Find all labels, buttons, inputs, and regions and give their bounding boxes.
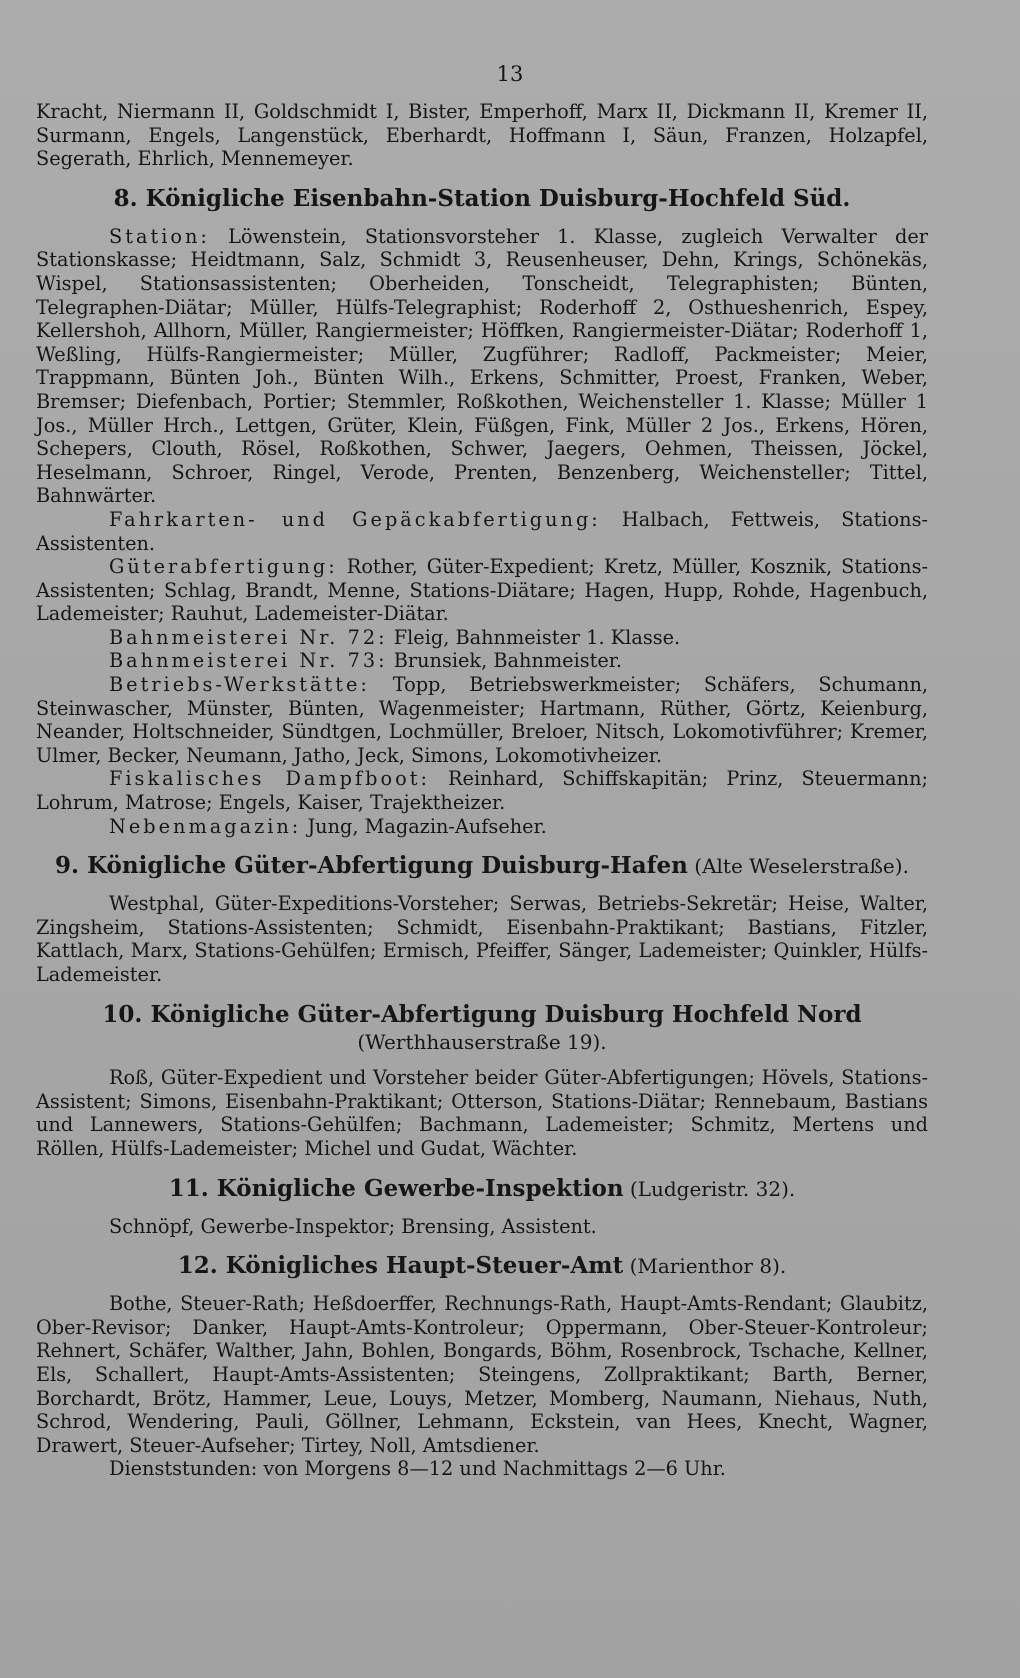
section-8-dampfboot-paragraph <box>36 767 928 814</box>
paragraph-text: Halbach, Fettweis, Stations-Assistenten. <box>36 507 928 555</box>
section-12-heading <box>36 1252 928 1280</box>
section-11-address: (Ludgeristr. 32). <box>623 1176 796 1201</box>
section-11-title: 11. Königliche Gewerbe-Inspektion <box>168 1174 624 1202</box>
section-8-werkstaette-paragraph <box>36 673 928 767</box>
section-8-bahnmeisterei-72 <box>36 626 928 650</box>
section-9-paragraph: Westphal, Güter-Expeditions-Vorsteher; Serwas, Betriebs-Sekretär; Heise, Walter, Zingsheim, Stations-Assistenten; Schmidt, Eisenbahn-Praktikant; Bastians, Fitzler, Kattlach, Marx, Stations-Gehülfen; Ermisch, Pfeiffer, Sänger, Lademeister; Quinkler, Hülfs-Lademeister. <box>36 892 928 986</box>
paragraph-text: Löwenstein, Stationsvorsteher 1. Klasse, zugleich Verwalter der Stationskasse; Heidtmann, Salz, Schmidt 3, Reusenheuser, Dehn, Krings, Schönekäs, Wispel, Stationsassistenten; Oberheiden, Tonscheidt, Telegraphisten; Bünten, Telegraphen-Diätar; Müller, Hülfs-Telegraphist; Roderhoff 2, Osthueshenrich, Espey, Kellershoh, Allhorn, Müller, Rangiermeister; Höffken, Rangiermeister-Diätar; Roderhoff 1, Weßling, Hülfs-Rangiermeister; Müller, Zugführer; Radloff, Packmeister; Meier, Trappmann, Bünten Joh., Bünten Wilh., Erkens, Schmitter, Proest, Franken, Weber, Bremser; Diefenbach, Portier; Stemmler, Roßkothen, Weichensteller 1. Klasse; Müller 1 Jos., Müller Hrch., Lettgen, Grüter, Klein, Füßgen, Fink, Müller 2 Jos., Erkens, Hören, Schepers, Clouth, Rösel, Roßkothen, Schwer, Jaegers, Oehmen, Theissen, Jöckel, Heselmann, Schroer, Ringel, Verode, Prenten, Benzenberg, Weichensteller; Tittel, Bahnwärter. <box>36 224 928 508</box>
section-8-nebenmagazin-paragraph <box>36 815 928 839</box>
paragraph-text: Brunsiek, Bahnmeister. <box>387 649 623 673</box>
paragraph-label: Station: <box>109 224 210 248</box>
section-8-gueter-paragraph <box>36 555 928 626</box>
paragraph-text: Rother, Güter-Expedient; Kretz, Müller, Kosznik, Stations-Assistenten; Schlag, Brandt, Menne, Stations-Diätare; Hagen, Hupp, Rohde, Hagenbuch, Lademeister; Rauhut, Lademeister-Diätar. <box>36 555 928 626</box>
paragraph-label: Fiskalisches Dampfboot: <box>109 767 430 791</box>
paragraph-text: Topp, Betriebswerkmeister; Schäfers, Schumann, Steinwascher, Münster, Bünten, Wagenmeister; Hartmann, Rüther, Görtz, Keienburg, Neander, Holtschneider, Sündtgen, Lochmüller, Breloer, Nitsch, Lokomotivführer; Kremer, Ulmer, Becker, Neumann, Jatho, Jeck, Simons, Lokomotivheizer. <box>36 673 928 767</box>
section-10-heading: 10. Königliche Güter-Abfertigung Duisburg Hochfeld Nord <box>102 1000 862 1028</box>
paragraph-label: Bahnmeisterei Nr. 72: <box>109 625 388 649</box>
section-10-address: (Werthhauserstraße 19). <box>357 1029 607 1054</box>
section-9-title: 9. Königliche Güter-Abfertigung Duisburg-Hafen <box>55 852 688 880</box>
paragraph-label: Nebenmagazin: <box>109 814 302 838</box>
section-10-paragraph: Roß, Güter-Expedient und Vorsteher beider Güter-Abfertigungen; Hövels, Stations-Assistent; Simons, Eisenbahn-Praktikant; Otterson, Stations-Diätar; Rennebaum, Bastians und Lannewers, Stations-Gehülfen; Bachmann, Lademeister; Schmitz, Mertens und Röllen, Hülfs-Lademeister; Michel und Gudat, Wächter. <box>36 1066 928 1160</box>
section-12-title: 12. Königliches Haupt-Steuer-Amt <box>177 1252 624 1280</box>
paragraph-label: Betriebs-Werkstätte: <box>109 673 370 697</box>
section-9-heading <box>36 852 928 880</box>
section-12-hours: Dienststunden: von Morgens 8—12 und Nachmittags 2—6 Uhr. <box>109 1457 726 1481</box>
paragraph-text: Jung, Magazin-Aufseher. <box>301 814 547 838</box>
section-8-station-paragraph <box>36 225 928 508</box>
section-8-heading: 8. Königliche Eisenbahn-Station Duisburg-Hochfeld Süd. <box>113 184 851 212</box>
section-8-fahrkarten-paragraph <box>36 508 928 555</box>
section-12-paragraph: Bothe, Steuer-Rath; Heßdoerffer, Rechnungs-Rath, Haupt-Amts-Rendant; Glaubitz, Ober-Revisor; Danker, Haupt-Amts-Kontroleur; Oppermann, Ober-Steuer-Kontroleur; Rehnert, Schäfer, Walther, Jahn, Bohlen, Bongards, Böhm, Rosenbrock, Tschache, Kellner, Els, Schallert, Haupt-Amts-Assistenten; Steingens, Zollpraktikant; Barth, Berner, Borchardt, Brötz, Hammer, Leue, Louys, Metzer, Momberg, Naumann, Niehaus, Nuth, Schrod, Wendering, Pauli, Göllner, Lehmann, Eckstein, van Hees, Knecht, Wagner, Drawert, Steuer-Aufseher; Tirtey, Noll, Amtsdiener. <box>36 1292 928 1457</box>
paragraph-label: Güterabfertigung: <box>109 555 338 579</box>
intro-paragraph: Kracht, Niermann II, Goldschmidt I, Bister, Emperhoff, Marx II, Dickmann II, Kremer II, Surmann, Engels, Langenstück, Eberhardt, Hoffmann I, Säun, Franzen, Holzapfel, Segerath, Ehrlich, Mennemeyer. <box>36 100 928 171</box>
page-content <box>36 100 928 1481</box>
paragraph-text: Reinhard, Schiffskapitän; Prinz, Steuermann; Lohrum, Matrose; Engels, Kaiser, Trajektheizer. <box>36 767 928 815</box>
page-number: 13 <box>496 62 524 86</box>
section-11-heading <box>36 1175 928 1203</box>
section-9-address: (Alte Weselerstraße). <box>687 854 909 879</box>
paragraph-text: Fleig, Bahnmeister 1. Klasse. <box>387 625 681 649</box>
section-8-bahnmeisterei-73 <box>36 649 928 673</box>
paragraph-label: Bahnmeisterei Nr. 73: <box>109 649 388 673</box>
section-11-paragraph: Schnöpf, Gewerbe-Inspektor; Brensing, Assistent. <box>109 1214 597 1238</box>
paragraph-label: Fahrkarten- und Gepäckabfertigung: <box>109 507 601 531</box>
section-12-address: (Marienthor 8). <box>623 1254 787 1279</box>
